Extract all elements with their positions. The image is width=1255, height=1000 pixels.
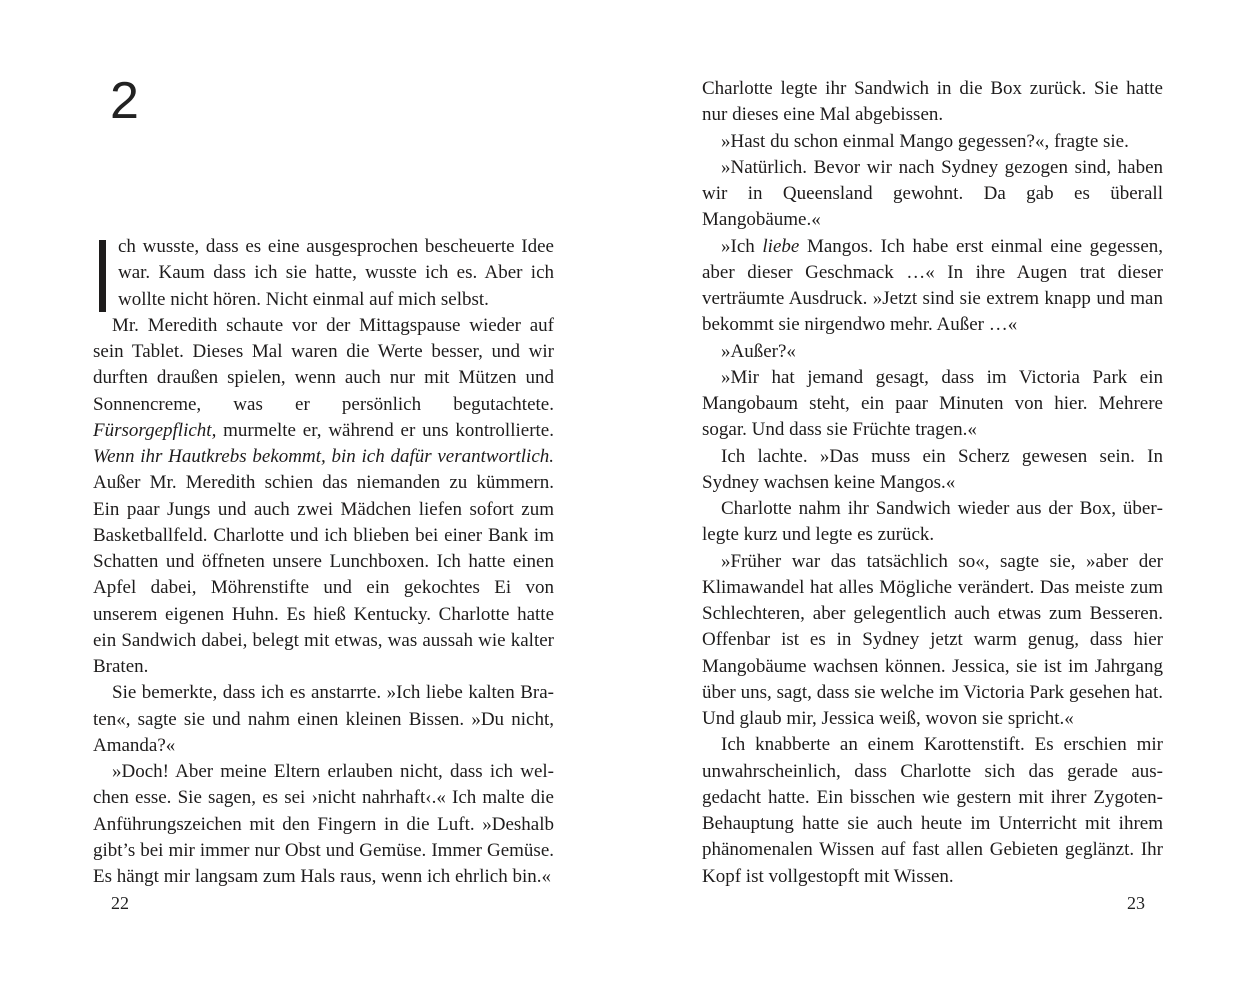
paragraph: Charlotte nahm ihr Sandwich wieder aus der Box, überlegte kurz und legte es zurück. [702, 498, 1163, 546]
paragraph: »Natürlich. Bevor wir nach Sydney gezogen sind, haben wir in Queensland gewohnt. Da gab es überall Mangobäume.« [702, 156, 1163, 231]
drop-cap [99, 240, 106, 312]
left-page-text [93, 234, 554, 890]
paragraph: »Außer?« [721, 340, 796, 362]
paragraph: Ich knabberte an einem Karottenstift. Es erschien mir unwahrscheinlich, dass Charlotte sich das gerade ausgedacht hatte. Ein bisschen wie gestern mit ihrer Zygoten-Behauptung hatte sie auch heute im Unterricht mit ihrem phänomenalen Wissen auf fast allen Gebieten geglänzt. Ihr Kopf ist vollgestopft mit Wissen. [702, 734, 1163, 887]
paragraph: Ich lachte. »Das muss ein Scherz gewesen sein. In Sydney wachsen keine Mangos.« [702, 445, 1163, 493]
right-page-text [702, 76, 1163, 890]
paragraph: »Mir hat jemand gesagt, dass im Victoria Park ein Mangobaum steht, ein paar Minuten von hier. Mehrere sogar. Und dass sie Früchte tragen.« [702, 366, 1163, 441]
chapter-number: 2 [110, 72, 139, 130]
page-number-right: 23 [1127, 893, 1145, 913]
paragraph-continued: Charlotte legte ihr Sandwich in die Box zurück. Sie hatte nur dieses eine Mal abgebissen. [702, 78, 1163, 126]
left-page [0, 0, 627, 1000]
page-number-left: 22 [111, 893, 129, 913]
paragraph: »Ich liebe Mangos. Ich habe erst einmal eine gegessen, aber dieser Geschmack …« In ihre Augen trat dieser verträumte Ausdruck. »Jetzt sind sie extrem knapp und man bekommt sie nirgendwo mehr. Außer …« [702, 235, 1164, 336]
paragraph: »Hast du schon einmal Mango gegessen?«, fragte sie. [721, 130, 1129, 152]
paragraph: »Früher war das tatsächlich so«, sagte sie, »aber der Klimawandel hat alles Mögliche verändert. Das meiste zum Schlechteren, aber gelegentlich auch etwas zum Besseren. Offenbar ist es in Sydney jetzt warm genug, dass hier Mangobäume wachsen können. Jessica, sie ist im Jahrgang über uns, sagt, dass sie welche im Victoria Park gesehen hat. Und glaub mir, Jessica weiß, wovon sie spricht.« [702, 550, 1163, 729]
right-page [627, 0, 1255, 1000]
paragraph-opening: ch wusste, dass es eine ausgesprochen bescheuerte Idee war. Kaum dass ich sie hatte, wusste ich es. Aber ich wollte nicht hören. Nicht einmal auf mich selbst. [93, 234, 554, 313]
paragraph: »Doch! Aber meine Eltern erlauben nicht, dass ich welchen esse. Sie sagen, es sei ›nicht nahrhaft‹.« Ich malte die Anführungszeichen mit den Fingern in die Luft. »Deshalb gibt’s bei mir immer nur Obst und Gemüse. Immer Gemüse. Es hängt mir langsam zum Hals raus, wenn ich ehrlich bin.« [93, 761, 554, 887]
paragraph: Sie bemerkte, dass ich es anstarrte. »Ich liebe kalten Braten«, sagte sie und nahm einen kleinen Bissen. »Du nicht, Amanda?« [93, 682, 554, 756]
paragraph: Mr. Meredith schaute vor der Mittagspause wieder auf sein Tablet. Dieses Mal waren die Werte besser, und wir durften draußen spielen, wenn auch nur mit Mützen und Sonnencreme, was er persönlich begutachtete. Fürsorgepflicht, murmelte er, während er uns kontrollierte. Wenn ihr Hautkrebs bekommt, bin ich dafür verantwortlich. Außer Mr. Meredith schien das niemanden zu kümmern. Ein paar Jungs und auch zwei Mädchen liefen sofort zum Basketballfeld. Charlotte und ich blieben bei einer Bank im Schatten und öffneten unsere Lunchboxen. Ich hatte einen Apfel dabei, Möhrenstifte und ein gekochtes Ei von unserem eigenen Huhn. Es hieß Kentucky. Charlotte hatte ein Sandwich dabei, belegt mit etwas, was aussah wie kalter Braten. [93, 314, 554, 677]
